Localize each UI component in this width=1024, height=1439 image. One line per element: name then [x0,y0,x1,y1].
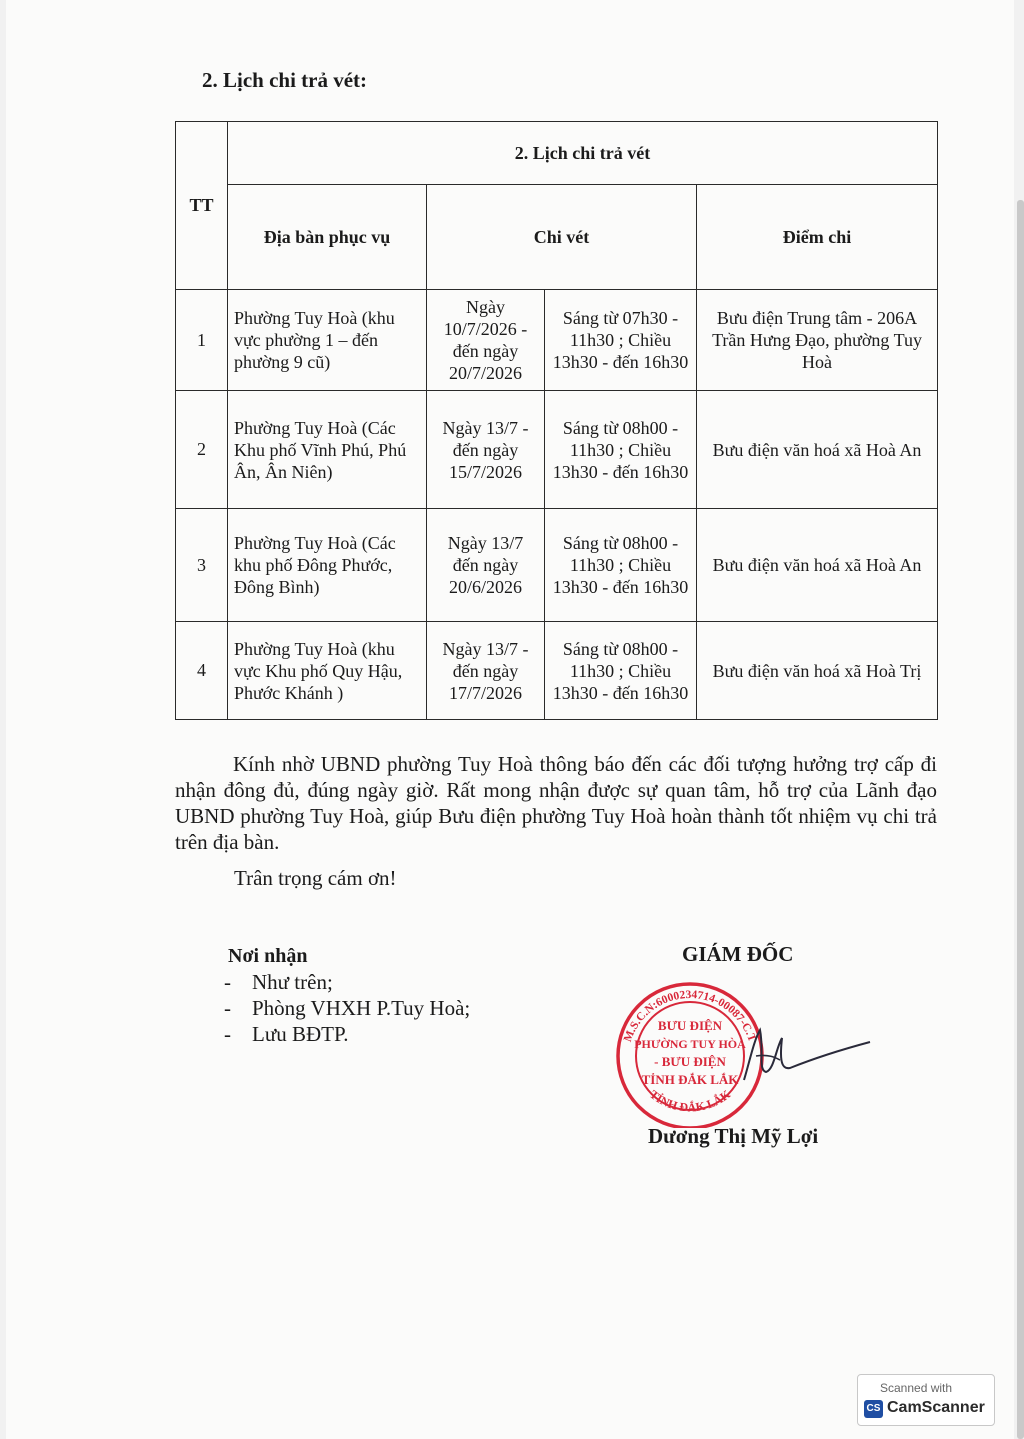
row-number: 2 [176,391,228,509]
row-area: Phường Tuy Hoà (khu vực phường 1 – đến phường 9 cũ) [228,290,427,391]
recipient-item: - Phòng VHXH P.Tuy Hoà; [228,995,470,1021]
row-date: Ngày 13/7 đến ngày 20/6/2026 [427,509,545,622]
row-area: Phường Tuy Hoà (Các Khu phố Vĩnh Phú, Phú Ân, Ân Niên) [228,391,427,509]
header-chivet: Chi vét [427,185,697,290]
header-area: Địa bàn phục vụ [228,185,427,290]
signer-name: Dương Thị Mỹ Lợi [648,1124,819,1148]
stamp-line-2: PHƯỜNG TUY HÒA [634,1037,746,1051]
row-number: 4 [176,622,228,720]
stamp-ring-text: M.S.C.N:6000234714-00087-C.T [621,988,759,1044]
row-place: Bưu điện Trung tâm - 206A Trần Hưng Đạo, phường Tuy Hoà [697,290,938,391]
row-area: Phường Tuy Hoà (khu vực Khu phố Quy Hậu, Phước Khánh ) [228,622,427,720]
row-number: 1 [176,290,228,391]
closing-line: Trân trọng cám ơn! [234,866,397,890]
section-heading: 2. Lịch chi trả vét: [202,68,368,92]
table-row [176,391,938,509]
row-date: Ngày 13/7 - đến ngày 17/7/2026 [427,622,545,720]
header-place: Điểm chi [697,185,938,290]
table-row [176,290,938,391]
stamp-bottom-text: TỈNH ĐẮK LẮK [646,1087,734,1115]
row-date: Ngày 10/7/2026 - đến ngày 20/7/2026 [427,290,545,391]
row-time: Sáng từ 08h00 - 11h30 ; Chiều 13h30 - đến 16h30 [545,622,697,720]
recipients-title: Nơi nhận [228,945,308,967]
row-time: Sáng từ 08h00 - 11h30 ; Chiều 13h30 - đến 16h30 [545,509,697,622]
table-row [176,509,938,622]
body-paragraph: Kính nhờ UBND phường Tuy Hoà thông báo đến các đối tượng hưởng trợ cấp đi nhận đông đủ, đúng ngày giờ. Rất mong nhận được sự quan tâm, hỗ trợ của Lãnh đạo UBND phường Tuy Hoà, giúp Bưu điện phường Tuy Hoà hoàn thành tốt nhiệm vụ chi trả trên địa bàn. [175,752,937,854]
row-time: Sáng từ 07h30 - 11h30 ; Chiều 13h30 - đến 16h30 [545,290,697,391]
row-date: Ngày 13/7 - đến ngày 15/7/2026 [427,391,545,509]
stamp-line-3: - BƯU ĐIỆN [654,1054,726,1069]
header-tt: TT [176,122,228,290]
scanned-with-label: Scanned with [880,1381,953,1395]
recipient-item: - Như trên; [228,969,470,995]
table-row [176,622,938,720]
row-place: Bưu điện văn hoá xã Hoà An [697,509,938,622]
row-number: 3 [176,509,228,622]
camscanner-name: CamScanner [887,1399,985,1416]
row-place: Bưu điện văn hoá xã Hoà Trị [697,622,938,720]
recipients-block [228,945,470,1047]
row-time: Sáng từ 08h00 - 11h30 ; Chiều 13h30 - đến 16h30 [545,391,697,509]
stamp-line-4: TỈNH ĐẮK LẮK [641,1072,739,1087]
recipient-item: - Lưu BĐTP. [228,1021,470,1047]
header-group: 2. Lịch chi trả vét [228,122,938,185]
row-area: Phường Tuy Hoà (Các khu phố Đông Phước, Đông Bình) [228,509,427,622]
camscanner-badge [857,1374,995,1426]
director-title: GIÁM ĐỐC [682,942,794,966]
schedule-table [175,121,938,720]
stamp-line-1: BƯU ĐIỆN [657,1018,723,1033]
row-place: Bưu điện văn hoá xã Hoà An [697,391,938,509]
scrollbar[interactable] [1017,200,1024,1439]
camscanner-logo-icon: CS [864,1400,883,1418]
handwritten-signature [720,1010,880,1090]
